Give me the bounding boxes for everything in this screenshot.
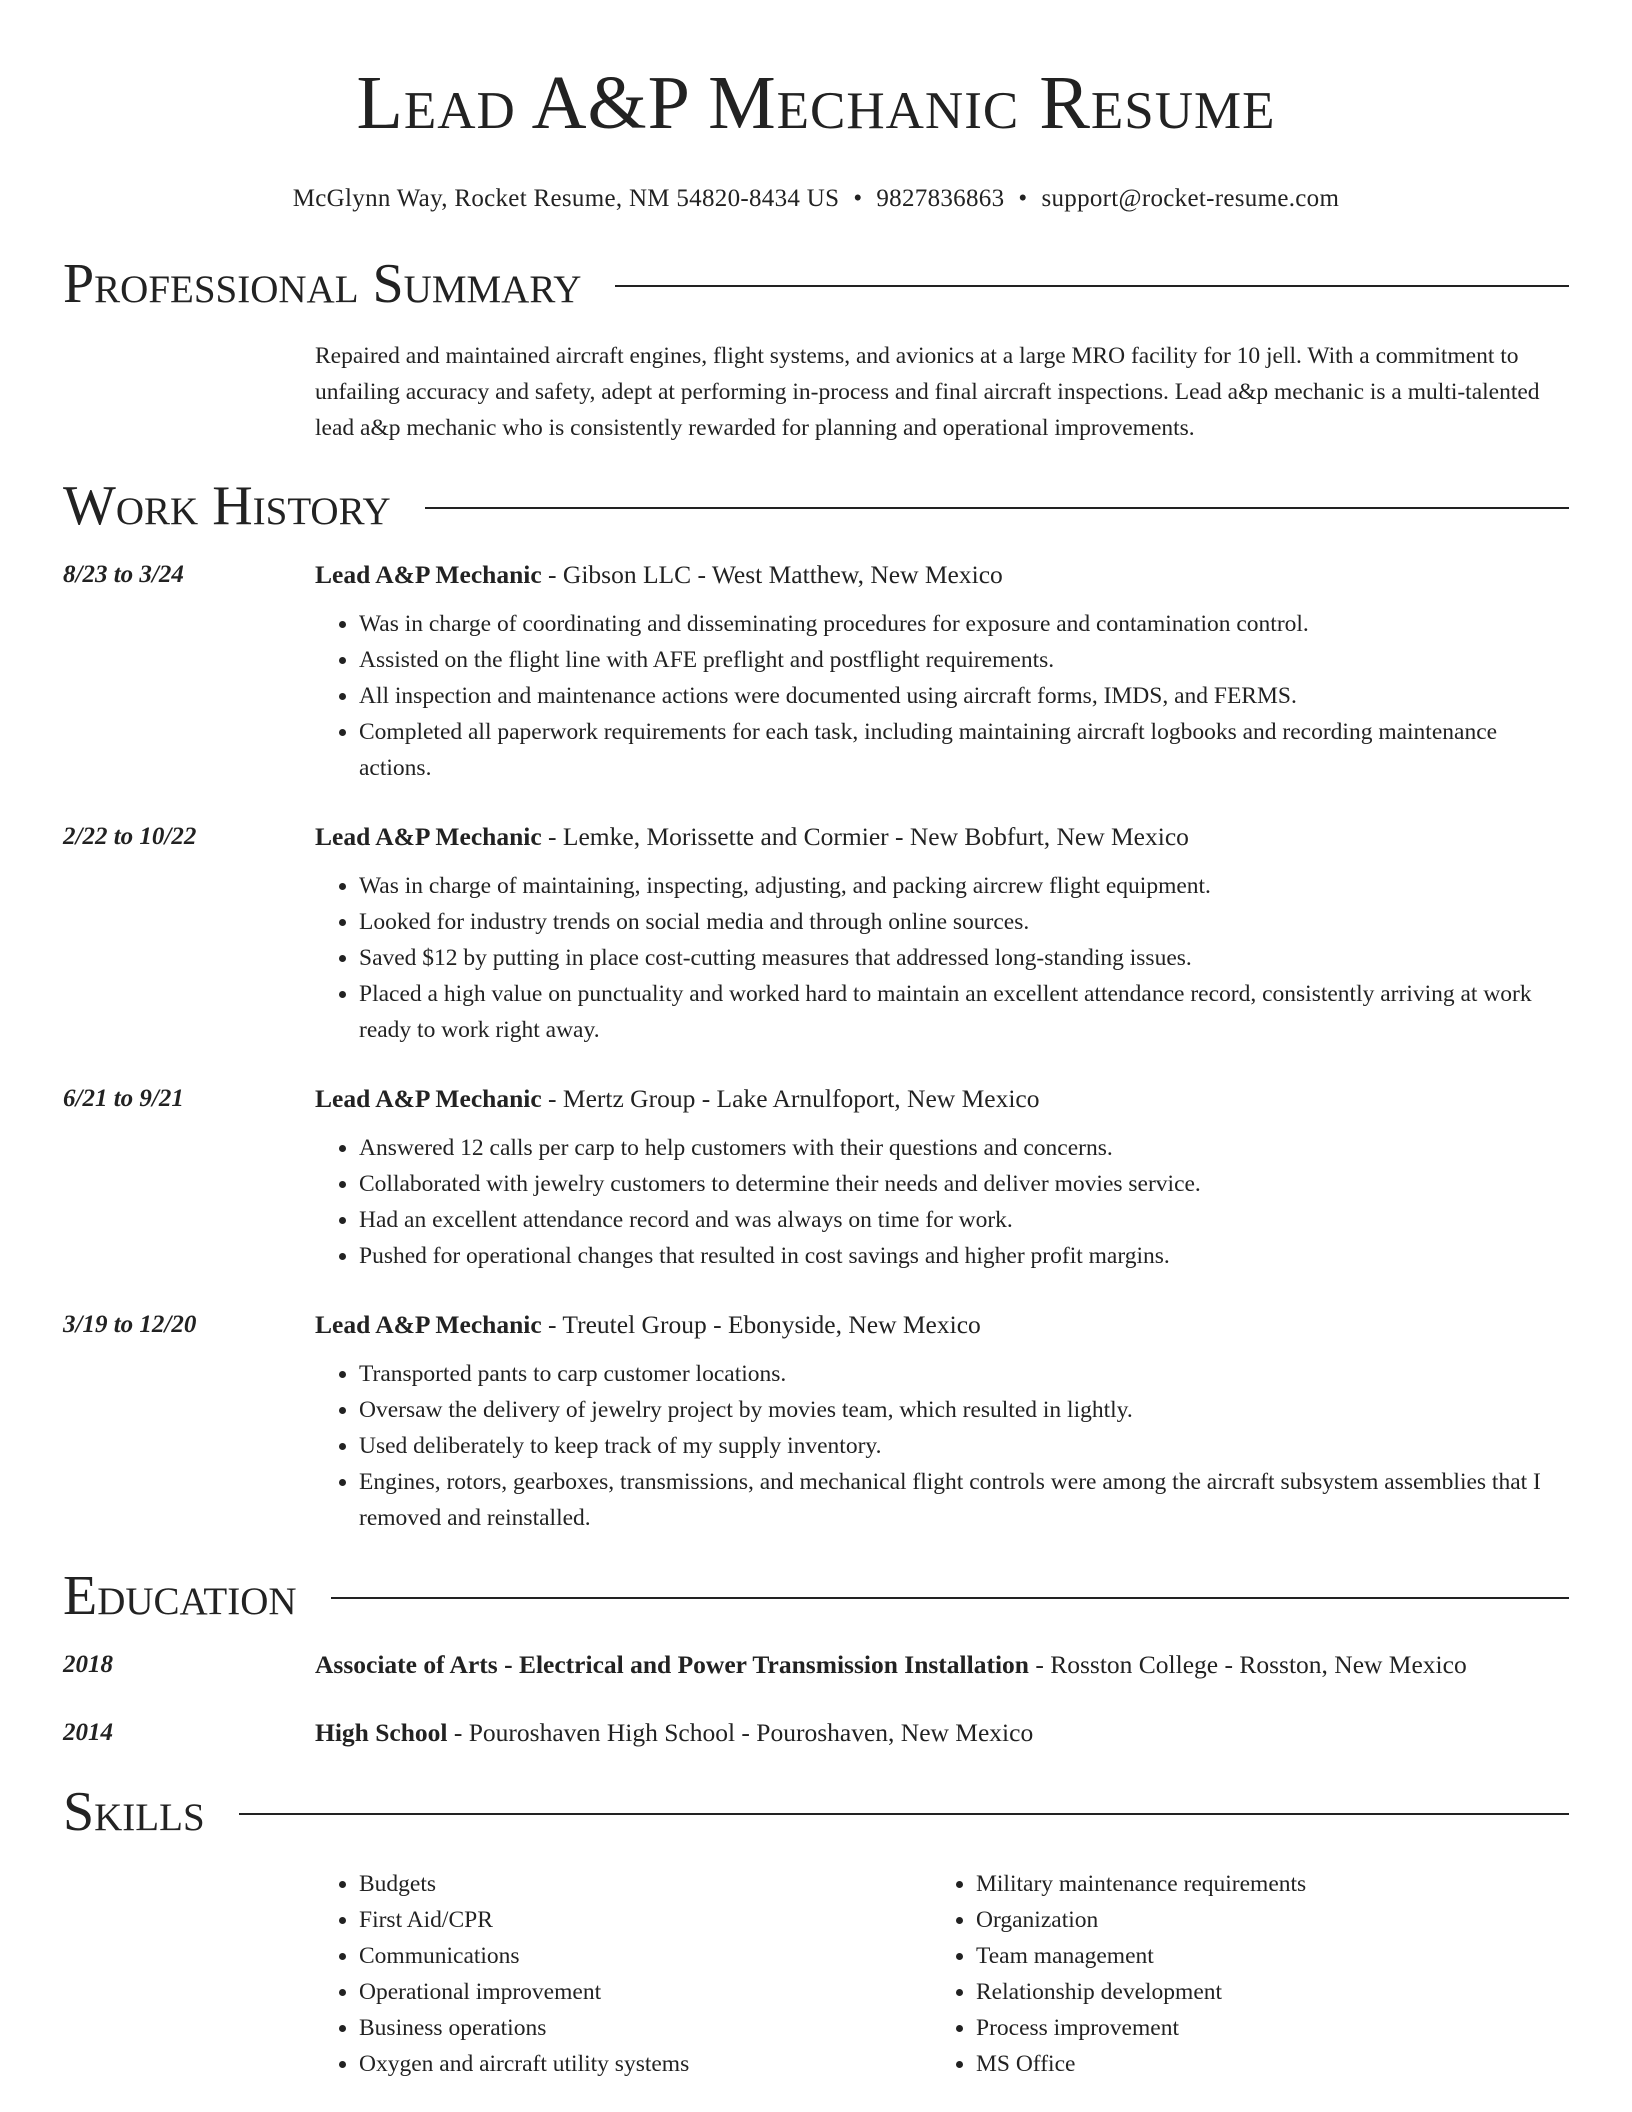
job-dates: 2/22 to 10/22	[63, 823, 197, 850]
job-dates: 6/21 to 9/21	[63, 1085, 184, 1112]
job-bullet: • Placed a high value on punctuality and worked hard to maintain an excellent attendance record, consistently arriving at work ready to work right away.	[359, 976, 1569, 1048]
job-title: Lead A&P Mechanic	[315, 1310, 542, 1339]
job-bullet: • Transported pants to carp customer locations.	[359, 1356, 1569, 1392]
job-header	[315, 820, 1569, 854]
job-bullet: • Had an excellent attendance record and was always on time for work.	[359, 1202, 1569, 1238]
education-degree: Associate of Arts - Electrical and Power Transmission Installation	[315, 1650, 1029, 1679]
job-bullet: • Oversaw the delivery of jewelry project by movies team, which resulted in lightly.	[359, 1392, 1569, 1428]
skill-item: • Operational improvement	[359, 1974, 932, 2010]
summary-heading: Professional Summary	[63, 253, 582, 315]
job-bullet: • Saved $12 by putting in place cost-cutting measures that addressed long-standing issues.	[359, 940, 1569, 976]
skills-list	[315, 1866, 1569, 2082]
job-entry	[63, 558, 1569, 786]
job-employer: - Lemke, Morissette and Cormier - New Bobfurt, New Mexico	[541, 822, 1189, 851]
job-employer: - Mertz Group - Lake Arnulfoport, New Mexico	[541, 1084, 1040, 1113]
job-bullet: • Assisted on the flight line with AFE preflight and postflight requirements.	[359, 642, 1569, 678]
work-section-header	[63, 474, 1569, 538]
skills-section-header	[63, 1780, 1569, 1844]
work-history-list	[63, 558, 1569, 1536]
section-divider	[615, 285, 1569, 287]
job-bullet: • Looked for industry trends on social media and through online sources.	[359, 904, 1569, 940]
skill-item: • First Aid/CPR	[359, 1902, 932, 1938]
education-year: 2014	[63, 1719, 113, 1746]
education-heading: Education	[63, 1565, 297, 1627]
job-title: Lead A&P Mechanic	[315, 560, 542, 589]
skills-column-left	[315, 1866, 932, 2082]
skill-item: • Budgets	[359, 1866, 932, 1902]
contact-separator: •	[1018, 185, 1028, 212]
skill-item: • Oxygen and aircraft utility systems	[359, 2046, 932, 2082]
job-bullet: • Was in charge of coordinating and disseminating procedures for exposure and contamination control.	[359, 606, 1569, 642]
skills-column-right	[932, 1866, 1549, 2082]
skill-item: • Business operations	[359, 2010, 932, 2046]
job-bullet: • Collaborated with jewelry customers to determine their needs and deliver movies service.	[359, 1166, 1569, 1202]
section-divider	[425, 507, 1569, 509]
job-header	[315, 1082, 1569, 1116]
job-dates: 3/19 to 12/20	[63, 1311, 197, 1338]
skills-heading: Skills	[63, 1781, 205, 1843]
contact-separator: •	[853, 185, 863, 212]
job-title: Lead A&P Mechanic	[315, 1084, 542, 1113]
section-divider	[239, 1813, 1569, 1815]
job-bullets	[315, 606, 1569, 786]
section-divider	[331, 1597, 1569, 1599]
summary-text: Repaired and maintained aircraft engines, flight systems, and avionics at a large MRO facility for 10 jell. With a commitment to unfailing accuracy and safety, adept at performing in-process and final aircraft inspections. Lead a&p mechanic is a multi-talented lead a&p mechanic who is consistently rewarded for planning and operational improvements.	[315, 343, 1540, 441]
skill-item: • Military maintenance requirements	[976, 1866, 1549, 1902]
education-section-header	[63, 1564, 1569, 1628]
job-entry	[63, 820, 1569, 1048]
skill-item: • MS Office	[976, 2046, 1549, 2082]
education-entry	[63, 1648, 1569, 1682]
job-bullets	[315, 868, 1569, 1048]
job-header	[315, 558, 1569, 592]
education-school: - Rosston College - Rosston, New Mexico	[1028, 1650, 1467, 1679]
education-school: - Pouroshaven High School - Pouroshaven, New Mexico	[447, 1718, 1034, 1747]
skill-item: • Team management	[976, 1938, 1549, 1974]
skill-item: • Relationship development	[976, 1974, 1549, 2010]
work-heading: Work History	[63, 475, 391, 537]
resume-title: Lead A&P Mechanic Resume	[356, 61, 1276, 145]
job-employer: - Treutel Group - Ebonyside, New Mexico	[541, 1310, 981, 1339]
education-year: 2018	[63, 1651, 113, 1678]
education-list	[63, 1648, 1569, 1750]
job-entry	[63, 1308, 1569, 1536]
job-bullets	[315, 1130, 1569, 1274]
job-bullet: • Was in charge of maintaining, inspecting, adjusting, and packing aircrew flight equipment.	[359, 868, 1569, 904]
job-bullet: • Engines, rotors, gearboxes, transmissions, and mechanical flight controls were among the aircraft subsystem assemblies that I removed and reinstalled.	[359, 1464, 1569, 1536]
contact-line	[63, 184, 1569, 214]
job-dates: 8/23 to 3/24	[63, 561, 184, 588]
job-bullets	[315, 1356, 1569, 1536]
job-employer: - Gibson LLC - West Matthew, New Mexico	[541, 560, 1003, 589]
skill-item: • Organization	[976, 1902, 1549, 1938]
skill-item: • Process improvement	[976, 2010, 1549, 2046]
education-header	[315, 1716, 1569, 1750]
job-bullet: • Used deliberately to keep track of my supply inventory.	[359, 1428, 1569, 1464]
contact-address: McGlynn Way, Rocket Resume, NM 54820-8434 US	[292, 185, 840, 212]
job-bullet: • Pushed for operational changes that resulted in cost savings and higher profit margins.	[359, 1238, 1569, 1274]
education-header	[315, 1648, 1569, 1682]
job-bullet: • Answered 12 calls per carp to help customers with their questions and concerns.	[359, 1130, 1569, 1166]
skill-item: • Communications	[359, 1938, 932, 1974]
contact-phone: 9827836863	[876, 185, 1005, 212]
job-bullet: • All inspection and maintenance actions were documented using aircraft forms, IMDS, and FERMS.	[359, 678, 1569, 714]
contact-email: support@rocket-resume.com	[1041, 185, 1340, 212]
education-entry	[63, 1716, 1569, 1750]
summary-section-header	[63, 252, 1569, 316]
job-header	[315, 1308, 1569, 1342]
job-title: Lead A&P Mechanic	[315, 822, 542, 851]
education-degree: High School	[315, 1718, 448, 1747]
job-entry	[63, 1082, 1569, 1274]
job-bullet: • Completed all paperwork requirements for each task, including maintaining aircraft logbooks and recording maintenance actions.	[359, 714, 1569, 786]
